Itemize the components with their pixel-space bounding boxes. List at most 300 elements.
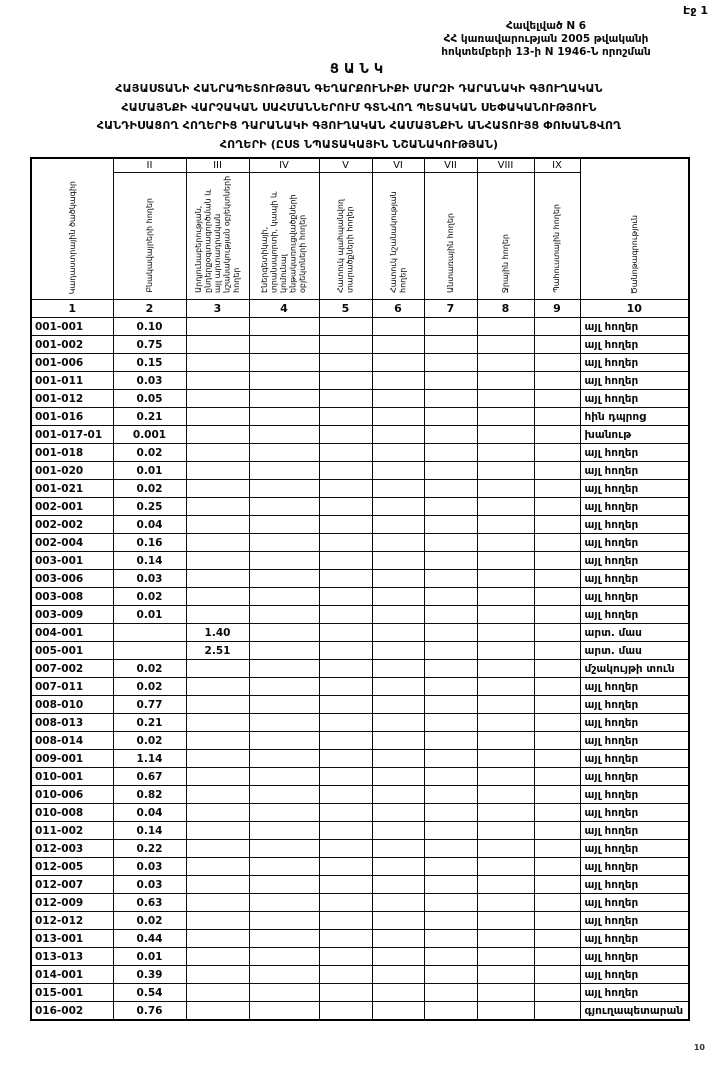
area-value-cell xyxy=(249,984,319,1002)
area-value-cell xyxy=(186,408,249,426)
area-value-cell xyxy=(534,840,580,858)
roman-numeral: V xyxy=(319,158,372,173)
area-value-cell xyxy=(534,516,580,534)
area-value-cell xyxy=(534,984,580,1002)
table-row xyxy=(31,624,689,642)
area-value-cell xyxy=(249,642,319,660)
area-value-cell xyxy=(186,930,249,948)
area-value-cell xyxy=(372,372,424,390)
area-value-cell xyxy=(249,552,319,570)
area-value-cell xyxy=(424,930,477,948)
area-value-cell xyxy=(477,912,534,930)
area-value-cell: 0.16 xyxy=(113,534,186,552)
area-value-cell xyxy=(186,534,249,552)
area-value-cell xyxy=(319,408,372,426)
note-cell: այլ հողեր xyxy=(580,840,689,858)
area-value-cell: 0.05 xyxy=(113,390,186,408)
annex-line: ՀՀ կառավարության 2005 թվականի xyxy=(443,33,649,45)
area-value-cell xyxy=(424,912,477,930)
area-value-cell xyxy=(424,966,477,984)
area-value-cell xyxy=(372,588,424,606)
area-value-cell xyxy=(477,354,534,372)
area-value-cell: 0.001 xyxy=(113,426,186,444)
area-value-cell xyxy=(249,948,319,966)
area-value-cell: 0.03 xyxy=(113,876,186,894)
table-row xyxy=(31,606,689,624)
area-value-cell xyxy=(319,858,372,876)
column-number: 6 xyxy=(372,300,424,318)
area-value-cell xyxy=(319,588,372,606)
area-value-cell xyxy=(249,912,319,930)
area-value-cell xyxy=(424,696,477,714)
area-value-cell xyxy=(534,876,580,894)
area-value-cell xyxy=(477,516,534,534)
area-value-cell xyxy=(319,606,372,624)
area-value-cell xyxy=(186,696,249,714)
area-value-cell xyxy=(534,858,580,876)
table-row xyxy=(31,498,689,516)
area-value-cell xyxy=(477,570,534,588)
annex-line: հոկտեմբերի 13-ի N 1946-Ն որոշման xyxy=(441,46,651,58)
note-cell: այլ հողեր xyxy=(580,372,689,390)
area-value-cell xyxy=(424,480,477,498)
area-value-cell xyxy=(186,426,249,444)
cadastral-code-cell: 012-005 xyxy=(31,858,113,876)
cadastral-code-cell: 008-010 xyxy=(31,696,113,714)
area-value-cell xyxy=(319,804,372,822)
area-value-cell xyxy=(477,678,534,696)
area-value-cell xyxy=(424,588,477,606)
area-value-cell xyxy=(372,624,424,642)
area-value-cell xyxy=(249,930,319,948)
area-value-cell xyxy=(319,372,372,390)
area-value-cell xyxy=(477,462,534,480)
area-value-cell xyxy=(249,822,319,840)
area-value-cell xyxy=(372,930,424,948)
document-subtitle xyxy=(0,80,718,154)
note-cell: գյուղապետարան xyxy=(580,1002,689,1021)
table-row xyxy=(31,660,689,678)
subtitle-line: ՀԱՆԴԻՍԱՑՈՂ ՀՈՂԵՐԻՑ ԴԱՐԱՆԱԿԻ ԳՅՈՒՂԱԿԱՆ ՀԱՄԱՅՆՔԻՆ ԱՆՀԱՏՈՒՅՑ ՓՈԽԱՆՑՎՈՂ xyxy=(96,119,622,132)
table-row xyxy=(31,552,689,570)
area-value-cell xyxy=(372,732,424,750)
area-value-cell xyxy=(424,372,477,390)
area-value-cell xyxy=(372,822,424,840)
area-value-cell xyxy=(372,876,424,894)
area-value-cell xyxy=(249,372,319,390)
area-value-cell xyxy=(319,516,372,534)
area-value-cell xyxy=(186,966,249,984)
column-number: 1 xyxy=(31,300,113,318)
area-value-cell xyxy=(372,642,424,660)
area-value-cell xyxy=(319,462,372,480)
area-value-cell xyxy=(534,570,580,588)
roman-numeral: II xyxy=(113,158,186,173)
area-value-cell xyxy=(113,642,186,660)
area-value-cell xyxy=(186,318,249,336)
note-cell: այլ հողեր xyxy=(580,768,689,786)
table-row xyxy=(31,678,689,696)
area-value-cell xyxy=(534,408,580,426)
area-value-cell xyxy=(534,534,580,552)
area-value-cell xyxy=(477,336,534,354)
area-value-cell xyxy=(319,444,372,462)
annex-reference-block xyxy=(388,20,704,59)
table-row xyxy=(31,732,689,750)
area-value-cell xyxy=(424,570,477,588)
area-value-cell xyxy=(186,516,249,534)
area-value-cell: 0.75 xyxy=(113,336,186,354)
area-value-cell xyxy=(372,318,424,336)
note-cell: այլ հողեր xyxy=(580,498,689,516)
area-value-cell xyxy=(186,354,249,372)
table-row xyxy=(31,426,689,444)
area-value-cell xyxy=(534,750,580,768)
area-value-cell xyxy=(424,426,477,444)
column-number: 8 xyxy=(477,300,534,318)
note-cell: այլ հողեր xyxy=(580,876,689,894)
table-row xyxy=(31,840,689,858)
area-value-cell xyxy=(186,750,249,768)
area-value-cell xyxy=(113,624,186,642)
area-value-cell xyxy=(319,552,372,570)
area-value-cell xyxy=(186,660,249,678)
area-value-cell xyxy=(319,930,372,948)
page-number-label: Էջ 1 xyxy=(683,4,708,17)
area-value-cell xyxy=(319,894,372,912)
area-value-cell xyxy=(186,894,249,912)
area-value-cell xyxy=(186,498,249,516)
area-value-cell xyxy=(249,876,319,894)
area-value-cell xyxy=(249,480,319,498)
note-cell: այլ հողեր xyxy=(580,804,689,822)
table-row xyxy=(31,768,689,786)
area-value-cell xyxy=(424,714,477,732)
area-value-cell xyxy=(534,912,580,930)
area-value-cell xyxy=(319,570,372,588)
area-value-cell xyxy=(249,786,319,804)
subtitle-line: ՀԱՄԱՅՆՔԻ ՎԱՐՉԱԿԱՆ ՍԱՀՄԱՆՆԵՐՈՒՄ ԳՏՆՎՈՂ ՊԵՏԱԿԱՆ ՍԵՓԱԿԱՆՈՒԹՅՈՒՆ xyxy=(121,100,597,114)
area-value-cell xyxy=(424,876,477,894)
area-value-cell xyxy=(249,570,319,588)
document-title: ՑԱՆԿ xyxy=(329,62,389,77)
area-value-cell xyxy=(319,750,372,768)
area-value-cell xyxy=(424,750,477,768)
cadastral-code-cell: 001-002 xyxy=(31,336,113,354)
area-value-cell: 0.02 xyxy=(113,732,186,750)
cadastral-code-cell: 010-001 xyxy=(31,768,113,786)
cadastral-code-cell: 012-012 xyxy=(31,912,113,930)
area-value-cell xyxy=(249,354,319,372)
area-value-cell xyxy=(186,804,249,822)
area-value-cell xyxy=(319,966,372,984)
header-cadastral-code xyxy=(31,158,113,300)
area-value-cell xyxy=(186,444,249,462)
note-cell: այլ հողեր xyxy=(580,318,689,336)
note-cell: այլ հողեր xyxy=(580,966,689,984)
area-value-cell xyxy=(534,390,580,408)
area-value-cell: 0.02 xyxy=(113,678,186,696)
note-cell: այլ հողեր xyxy=(580,714,689,732)
area-value-cell xyxy=(424,840,477,858)
area-value-cell xyxy=(186,372,249,390)
area-value-cell xyxy=(186,390,249,408)
area-value-cell xyxy=(477,534,534,552)
area-value-cell xyxy=(372,480,424,498)
area-value-cell xyxy=(186,840,249,858)
area-value-cell xyxy=(249,426,319,444)
area-value-cell xyxy=(372,840,424,858)
header-note-label: Ծանոթագրություն xyxy=(629,214,639,294)
area-value-cell xyxy=(424,318,477,336)
area-value-cell xyxy=(534,786,580,804)
cadastral-code-cell: 007-011 xyxy=(31,678,113,696)
footer-page-mark: 10 xyxy=(693,1043,705,1052)
area-value-cell xyxy=(319,786,372,804)
note-cell: այլ հողեր xyxy=(580,462,689,480)
header-protected-area-lands: Հատուկ պահպանվող տարածքների հողեր xyxy=(319,173,372,300)
note-cell: այլ հողեր xyxy=(580,858,689,876)
roman-numeral-row xyxy=(31,158,689,173)
area-value-cell xyxy=(534,660,580,678)
area-value-cell xyxy=(319,318,372,336)
area-value-cell xyxy=(477,948,534,966)
area-value-cell xyxy=(249,804,319,822)
area-value-cell xyxy=(477,894,534,912)
roman-numeral: VIII xyxy=(477,158,534,173)
table-row xyxy=(31,696,689,714)
cadastral-code-cell: 001-018 xyxy=(31,444,113,462)
area-value-cell xyxy=(424,768,477,786)
note-cell: այլ հողեր xyxy=(580,390,689,408)
area-value-cell xyxy=(534,894,580,912)
area-value-cell: 0.54 xyxy=(113,984,186,1002)
area-value-cell xyxy=(186,714,249,732)
area-value-cell xyxy=(477,444,534,462)
area-value-cell xyxy=(319,876,372,894)
column-number: 10 xyxy=(580,300,689,318)
area-value-cell xyxy=(186,786,249,804)
area-value-cell xyxy=(319,948,372,966)
table-row xyxy=(31,642,689,660)
table-row xyxy=(31,894,689,912)
area-value-cell xyxy=(372,408,424,426)
area-value-cell xyxy=(477,714,534,732)
note-cell: արտ. մաս xyxy=(580,624,689,642)
table-row xyxy=(31,336,689,354)
area-value-cell xyxy=(534,768,580,786)
area-value-cell xyxy=(372,714,424,732)
area-value-cell xyxy=(477,966,534,984)
area-value-cell xyxy=(372,804,424,822)
area-value-cell xyxy=(186,858,249,876)
area-value-cell xyxy=(534,444,580,462)
note-cell: այլ հողեր xyxy=(580,732,689,750)
area-value-cell xyxy=(249,408,319,426)
table-row xyxy=(31,966,689,984)
area-value-cell xyxy=(534,642,580,660)
area-value-cell: 0.03 xyxy=(113,858,186,876)
area-value-cell xyxy=(534,372,580,390)
cadastral-code-cell: 002-001 xyxy=(31,498,113,516)
title-block xyxy=(0,62,718,154)
table-row xyxy=(31,930,689,948)
area-value-cell xyxy=(249,966,319,984)
header-forest-lands: Անտառային հողեր xyxy=(424,173,477,300)
area-value-cell xyxy=(372,462,424,480)
area-value-cell xyxy=(372,426,424,444)
table-row xyxy=(31,480,689,498)
area-value-cell: 0.02 xyxy=(113,660,186,678)
area-value-cell xyxy=(534,426,580,444)
table-row xyxy=(31,858,689,876)
area-value-cell: 0.02 xyxy=(113,912,186,930)
area-value-cell xyxy=(477,984,534,1002)
note-cell: այլ հողեր xyxy=(580,786,689,804)
area-value-cell xyxy=(249,678,319,696)
area-value-cell xyxy=(372,660,424,678)
note-cell: այլ հողեր xyxy=(580,534,689,552)
area-value-cell: 0.02 xyxy=(113,480,186,498)
cadastral-code-cell: 011-002 xyxy=(31,822,113,840)
area-value-cell xyxy=(477,786,534,804)
area-value-cell xyxy=(249,894,319,912)
area-value-cell xyxy=(372,570,424,588)
area-value-cell xyxy=(534,354,580,372)
area-value-cell xyxy=(319,768,372,786)
area-value-cell xyxy=(372,534,424,552)
header-settlement-lands: Բնակավայրերի հողեր xyxy=(113,173,186,300)
area-value-cell xyxy=(534,480,580,498)
table-row xyxy=(31,390,689,408)
cadastral-code-cell: 010-006 xyxy=(31,786,113,804)
column-number: 2 xyxy=(113,300,186,318)
cadastral-code-cell: 001-016 xyxy=(31,408,113,426)
area-value-cell: 0.14 xyxy=(113,552,186,570)
area-value-cell: 1.14 xyxy=(113,750,186,768)
area-value-cell xyxy=(534,606,580,624)
area-value-cell xyxy=(186,822,249,840)
area-value-cell xyxy=(372,696,424,714)
area-value-cell xyxy=(424,498,477,516)
area-value-cell: 1.40 xyxy=(186,624,249,642)
column-number: 4 xyxy=(249,300,319,318)
area-value-cell xyxy=(477,858,534,876)
area-value-cell xyxy=(186,948,249,966)
roman-numeral: VII xyxy=(424,158,477,173)
table-row xyxy=(31,372,689,390)
cadastral-code-cell: 008-013 xyxy=(31,714,113,732)
cadastral-code-cell: 001-017-01 xyxy=(31,426,113,444)
area-value-cell xyxy=(424,516,477,534)
cadastral-code-cell: 001-001 xyxy=(31,318,113,336)
area-value-cell xyxy=(424,534,477,552)
area-value-cell xyxy=(534,588,580,606)
area-value-cell xyxy=(249,336,319,354)
area-value-cell: 0.21 xyxy=(113,408,186,426)
cadastral-code-cell: 014-001 xyxy=(31,966,113,984)
area-value-cell xyxy=(186,678,249,696)
area-value-cell xyxy=(249,768,319,786)
area-value-cell xyxy=(424,606,477,624)
subtitle-line: ՀԱՅԱՍՏԱՆԻ ՀԱՆՐԱՊԵՏՈՒԹՅԱՆ ԳԵՂԱՐՔՈՒՆԻՔԻ ՄԱՐԶԻ ԴԱՐԱՆԱԿԻ ԳՅՈՒՂԱԿԱՆ xyxy=(115,82,603,95)
area-value-cell xyxy=(424,984,477,1002)
note-cell: այլ հողեր xyxy=(580,588,689,606)
area-value-cell xyxy=(477,552,534,570)
cadastral-code-cell: 003-001 xyxy=(31,552,113,570)
note-cell: այլ հողեր xyxy=(580,984,689,1002)
subtitle-line: ՀՈՂԵՐԻ (ԸՍՏ ՆՊԱՏԱԿԱՅԻՆ ՆՇԱՆԱԿՈՒԹՅԱՆ) xyxy=(219,137,499,151)
area-value-cell xyxy=(372,390,424,408)
area-value-cell xyxy=(186,606,249,624)
area-value-cell xyxy=(319,534,372,552)
area-value-cell: 0.03 xyxy=(113,570,186,588)
cadastral-code-cell: 010-008 xyxy=(31,804,113,822)
area-value-cell xyxy=(249,714,319,732)
area-value-cell xyxy=(424,804,477,822)
area-value-cell: 0.01 xyxy=(113,462,186,480)
area-value-cell xyxy=(372,336,424,354)
table-row xyxy=(31,804,689,822)
area-value-cell xyxy=(249,696,319,714)
table-row xyxy=(31,516,689,534)
area-value-cell xyxy=(249,858,319,876)
area-value-cell xyxy=(424,408,477,426)
note-cell: այլ հողեր xyxy=(580,552,689,570)
area-value-cell: 0.02 xyxy=(113,444,186,462)
area-value-cell xyxy=(424,948,477,966)
area-value-cell xyxy=(424,552,477,570)
note-cell: մշակույթի տուն xyxy=(580,660,689,678)
cadastral-code-cell: 003-009 xyxy=(31,606,113,624)
area-value-cell xyxy=(424,678,477,696)
area-value-cell xyxy=(372,606,424,624)
table-row xyxy=(31,786,689,804)
area-value-cell xyxy=(424,786,477,804)
area-value-cell xyxy=(534,966,580,984)
area-value-cell xyxy=(477,804,534,822)
note-cell: այլ հողեր xyxy=(580,570,689,588)
area-value-cell xyxy=(249,516,319,534)
area-value-cell xyxy=(534,336,580,354)
area-value-cell: 0.15 xyxy=(113,354,186,372)
cadastral-code-cell: 013-001 xyxy=(31,930,113,948)
table-row xyxy=(31,462,689,480)
area-value-cell xyxy=(477,660,534,678)
note-cell: այլ հողեր xyxy=(580,948,689,966)
area-value-cell: 0.63 xyxy=(113,894,186,912)
annex-line: Հավելված N 6 xyxy=(505,20,587,32)
area-value-cell xyxy=(534,552,580,570)
area-value-cell xyxy=(249,462,319,480)
cadastral-code-cell: 001-020 xyxy=(31,462,113,480)
area-value-cell xyxy=(186,570,249,588)
cadastral-code-cell: 012-007 xyxy=(31,876,113,894)
area-value-cell xyxy=(372,678,424,696)
area-value-cell xyxy=(372,858,424,876)
area-value-cell xyxy=(424,858,477,876)
area-value-cell xyxy=(424,336,477,354)
area-value-cell xyxy=(372,516,424,534)
area-value-cell xyxy=(372,786,424,804)
note-cell: հին դպրոց xyxy=(580,408,689,426)
land-parcels-table xyxy=(30,157,690,1021)
area-value-cell xyxy=(477,1002,534,1021)
area-value-cell xyxy=(477,372,534,390)
area-value-cell xyxy=(186,732,249,750)
note-cell: այլ հողեր xyxy=(580,912,689,930)
area-value-cell xyxy=(477,408,534,426)
